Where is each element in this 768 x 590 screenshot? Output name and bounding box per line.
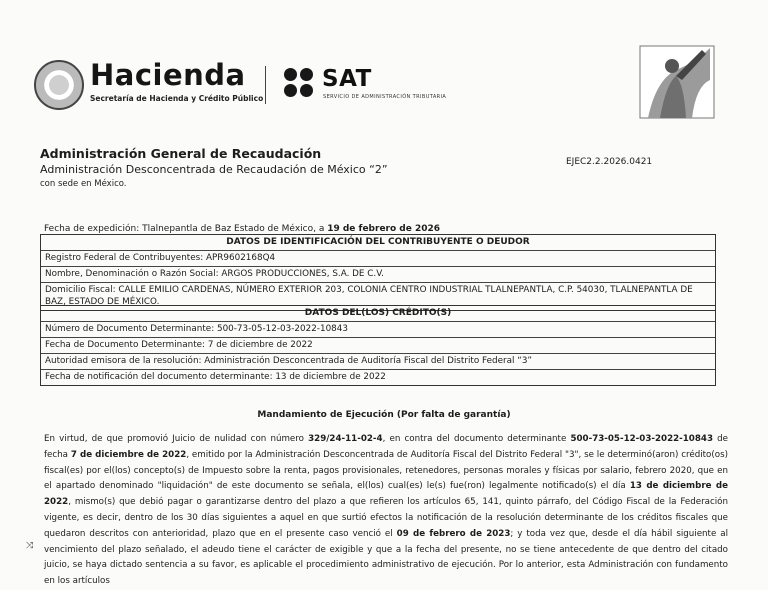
heroine-emblem-icon	[636, 40, 718, 122]
name-row: Nombre, Denominación o Razón Social: ARGOS PRODUCCIONES, S.A. DE C.V.	[41, 266, 715, 282]
margin-mark: ⤨	[26, 541, 34, 551]
coat-of-arms-icon	[34, 60, 84, 110]
address-row: Domicilio Fiscal: CALLE EMILIO CARDENAS, NÚMERO EXTERIOR 203, COLONIA CENTRO INDUSTRIAL TLALNEPANTLA, C.P. 54030, TLALNEPANTLA DE BAZ, ESTADO DE MÉXICO.	[41, 282, 715, 310]
issuer-title: Administración General de Recaudación	[40, 146, 322, 161]
sat-logo-text: SAT	[322, 66, 372, 92]
reference-number: EJEC2.2.2026.0421	[566, 157, 653, 167]
issue-date	[44, 224, 440, 234]
authority-row: Autoridad emisora de la resolución: Administración Desconcentrada de Auditoría Fiscal del Distrito Federal “3”	[41, 353, 715, 369]
taxpayer-heading: DATOS DE IDENTIFICACIÓN DEL CONTRIBUYENTE O DEUDOR	[226, 237, 530, 247]
issuer-sede: con sede en México.	[40, 179, 127, 189]
document-number-row: Número de Documento Determinante: 500-73-05-12-03-2022-10843	[41, 321, 715, 337]
credits-table	[40, 305, 716, 386]
sat-logo-icon	[284, 68, 316, 100]
letterhead	[0, 0, 768, 130]
document-date-row: Fecha de Documento Determinante: 7 de diciembre de 2022	[41, 337, 715, 353]
mandamiento-title: Mandamiento de Ejecución (Por falta de garantía)	[257, 410, 511, 420]
sat-subtitle: SERVICIO DE ADMINISTRACIÓN TRIBUTARIA	[323, 94, 447, 100]
hacienda-logo-text: Hacienda	[90, 58, 246, 92]
issue-date-value: 19 de febrero de 2026	[327, 224, 441, 234]
logo-divider	[265, 66, 266, 104]
issue-date-prefix: Fecha de expedición: Tlalnepantla de Baz Estado de México, a	[44, 224, 328, 234]
mandamiento-paragraph: En virtud, de que promovió Juicio de nulidad con número 329/24-11-02-4, en contra del documento determinante 500-73-05-12-03-2022-10843 de fecha 7 de diciembre de 2022, emitido por la Administración Desconcentrada de Auditoría Fiscal del Distrito Federal "3", se le determinó(aron) crédito(os) fiscal(es) por el(los) concepto(s) de Impuesto sobre la renta, pagos provisionales, retenedores, personas morales y físicas por salario, febrero 2020, que en el apartado denominado "liquidación" de este documento se señala, el(los) cual(es) le(s) fue(ron) legalmente notificado(s) el día 13 de diciembre de 2022, mismo(s) que debió pagar o garantizarse dentro del plazo a que refieren los artículos 65, 141, quinto párrafo, del Código Fiscal de la Federación vigente, es decir, dentro de los 30 días siguientes a aquel en que surtió efectos la notificación de la resolución determinante de los créditos fiscales que quedaron descritos con anterioridad, plazo que en el presente caso venció el 09 de febrero de 2023; y toda vez que, desde el día hábil siguiente al vencimiento del plazo señalado, el adeudo tiene el carácter de exigible y que a la fecha del presente, no se tiene antecedente de que dentro del citado juicio, se haya dictado sentencia a su favor, es aplicable el procedimiento administrativo de ejecución. Por lo anterior, esta Administración con fundamento en los artículos	[44, 434, 729, 587]
rfc-row: Registro Federal de Contribuyentes: APR9602168Q4	[41, 250, 715, 266]
taxpayer-table	[40, 234, 716, 311]
credits-heading: DATOS DEL(LOS) CRÉDITO(S)	[304, 308, 452, 318]
issuer-subtitle: Administración Desconcentrada de Recaudación de México “2”	[40, 163, 388, 176]
hacienda-subtitle: Secretaría de Hacienda y Crédito Público	[90, 94, 264, 103]
notification-date-row: Fecha de notificación del documento determinante: 13 de diciembre de 2022	[41, 369, 715, 385]
